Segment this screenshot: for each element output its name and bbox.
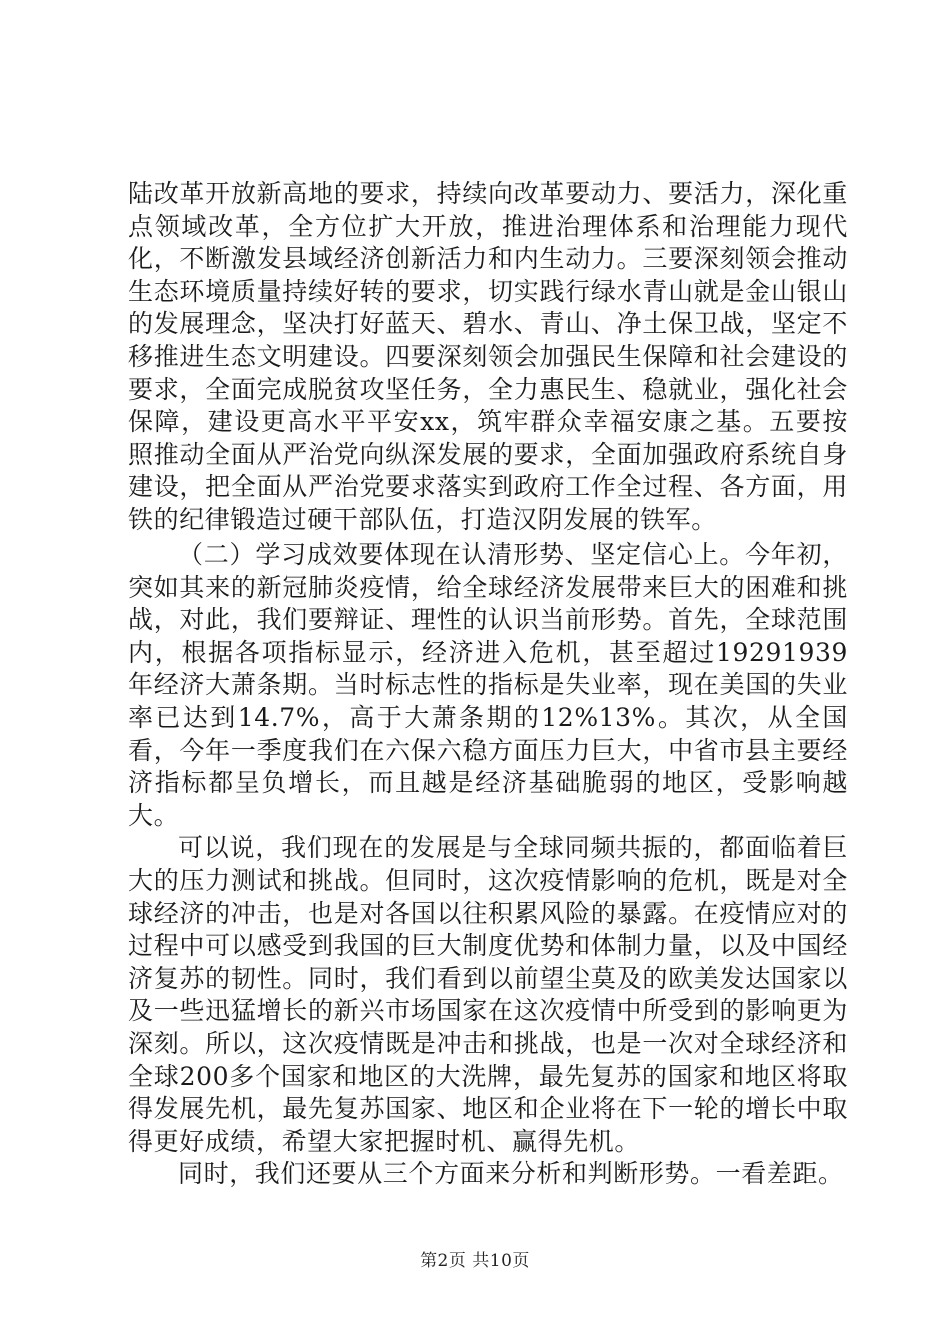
section-paragraph: （二）学习成效要体现在认清形势、坚定信心上。今年初，突如其来的新冠肺炎疫情，给全球经济发展带来巨大的困难和挑战，对此，我们要辩证、理性的认识当前形势。首先，全球范围内，根据各项指标显示，经济进入危机，甚至超过19291939年经济大萧条期。当时标志性的指标是失业率，现在美国的失业率已达到14.7%，高于大萧条期的12%13%。其次，从全国看，今年一季度我们在六保六稳方面压力巨大，中省市县主要经济指标都呈负增长，而且越是经济基础脆弱的地区，受影响越大。 xyxy=(128,540,848,830)
paragraph-4: 同时，我们还要从三个方面来分析和判断形势。一看差距。 xyxy=(178,1159,844,1189)
body-text-top xyxy=(128,178,848,537)
paragraph-3: 可以说，我们现在的发展是与全球同频共振的，都面临着巨大的压力测试和挑战。但同时，这次疫情影响的危机，既是对全球经济的冲击，也是对各国以往积累风险的暴露。在疫情应对的过程中可以感受到我国的巨大制度优势和体制力量，以及中国经济复苏的韧性。同时，我们看到以前望尘莫及的欧美发达国家以及一些迅猛增长的新兴市场国家在这次疫情中所受到的影响更为深刻。所以，这次疫情既是冲击和挑战，也是一次对全球经济和全球200多个国家和地区的大洗牌，最先复苏的国家和地区将取得发展先机，最先复苏国家、地区和企业将在下一轮的增长中取得更好成绩，希望大家把握时机、赢得先机。 xyxy=(128,833,848,1156)
continued-paragraph: 陆改革开放新高地的要求，持续向改革要动力、要活力，深化重点领域改革，全方位扩大开放，推进治理体系和治理能力现代化，不断激发县域经济创新活力和内生动力。三要深刻领会推动生态环境质量持续好转的要求，切实践行绿水青山就是金山银山的发展理念，坚决打好蓝天、碧水、青山、净土保卫战，坚定不移推进生态文明建设。四要深刻领会加强民生保障和社会建设的要求，全面完成脱贫攻坚任务，全力惠民生、稳就业，强化社会保障，建设更高水平平安xx，筑牢群众幸福安康之基。五要按照推动全面从严治党向纵深发展的要求，全面加强政府系统自身建设，把全面从严治党要求落实到政府工作全过程、各方面，用铁的纪律锻造过硬干部队伍，打造汉阴发展的铁军。 xyxy=(128,179,848,534)
page-number-label: 第2页 共10页 xyxy=(420,1251,530,1271)
page-footer xyxy=(0,1246,950,1271)
body-text-bottom xyxy=(128,539,848,1191)
